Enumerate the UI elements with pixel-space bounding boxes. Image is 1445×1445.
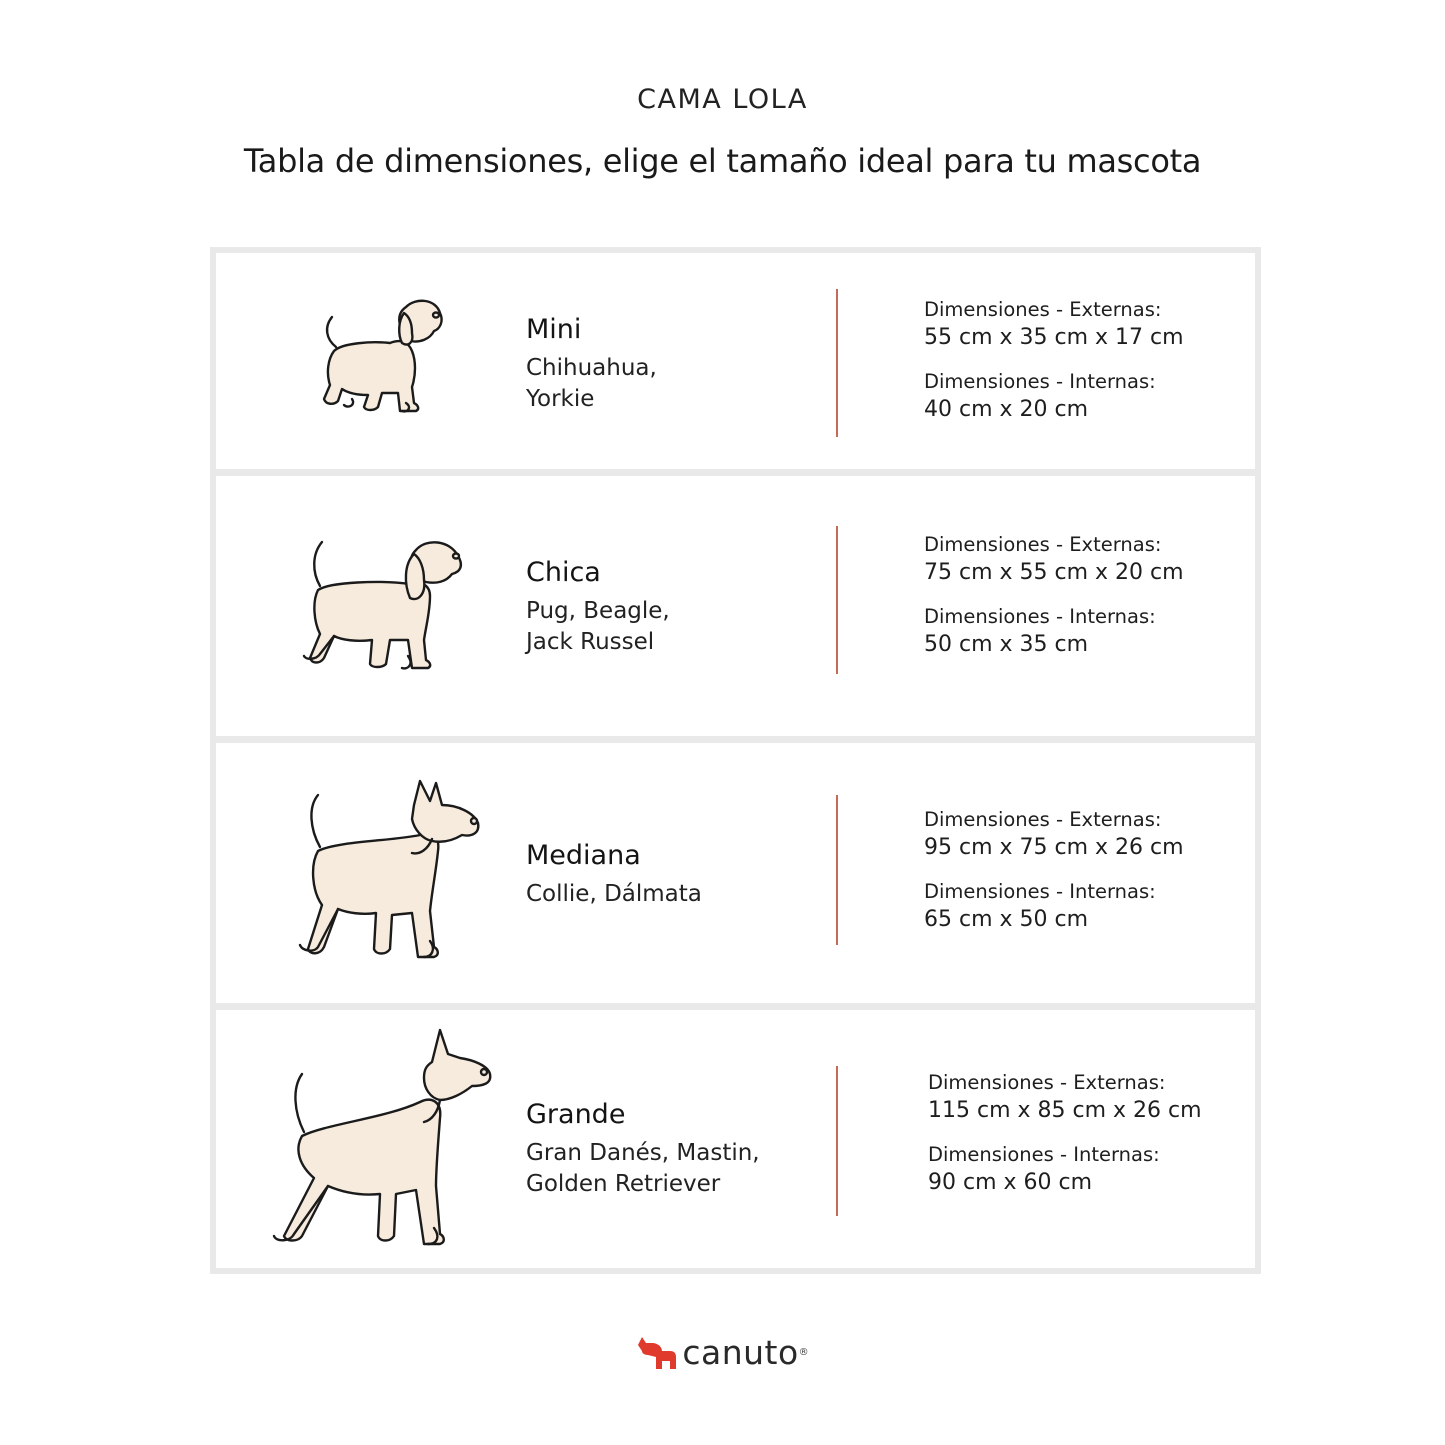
size-label: Grande — [526, 1099, 626, 1130]
external-dims-value: 75 cm x 55 cm x 20 cm — [924, 560, 1184, 585]
external-dims-label: Dimensiones - Externas: — [924, 533, 1162, 556]
dimensions-block — [924, 807, 1184, 951]
breeds-line: Gran Danés, Mastin, — [526, 1140, 760, 1166]
internal-dims-label: Dimensiones - Internas: — [924, 370, 1156, 393]
size-row-grande — [216, 1010, 1255, 1268]
dog-large-icon — [256, 1028, 496, 1258]
dimensions-block — [928, 1070, 1202, 1214]
internal-dims-label: Dimensiones - Internas: — [928, 1143, 1160, 1166]
row-divider — [836, 795, 838, 945]
breeds-line: Chihuahua, — [526, 355, 657, 381]
external-dims-value: 115 cm x 85 cm x 26 cm — [928, 1098, 1202, 1123]
size-row-mini — [216, 253, 1255, 469]
breeds-text — [526, 1138, 786, 1200]
breeds-text — [526, 596, 786, 658]
row-divider — [836, 1066, 838, 1216]
internal-dims-label: Dimensiones - Internas: — [924, 605, 1156, 628]
dog-medium-icon — [282, 779, 482, 969]
breeds-text — [526, 879, 786, 910]
internal-dims-value: 65 cm x 50 cm — [924, 907, 1089, 932]
breeds-line: Golden Retriever — [526, 1171, 721, 1197]
breeds-text — [526, 353, 786, 415]
external-dims-value: 55 cm x 35 cm x 17 cm — [924, 325, 1184, 350]
internal-dims-value: 40 cm x 20 cm — [924, 397, 1089, 422]
breeds-line: Yorkie — [526, 386, 595, 412]
size-table — [210, 247, 1261, 1274]
external-dims-value: 95 cm x 75 cm x 26 cm — [924, 835, 1184, 860]
dimensions-block — [924, 532, 1184, 676]
size-label: Chica — [526, 557, 601, 588]
row-divider — [836, 289, 838, 437]
size-label: Mediana — [526, 840, 641, 871]
internal-dims-label: Dimensiones - Internas: — [924, 880, 1156, 903]
size-row-mediana — [216, 743, 1255, 1003]
registered-mark: ® — [798, 1347, 809, 1358]
puppy-mini-icon — [312, 295, 452, 420]
breeds-line: Jack Russel — [526, 629, 655, 655]
external-dims-label: Dimensiones - Externas: — [928, 1071, 1166, 1094]
internal-dims-value: 90 cm x 60 cm — [928, 1170, 1093, 1195]
size-label: Mini — [526, 314, 582, 345]
breeds-line: Pug, Beagle, — [526, 598, 670, 624]
product-name: CAMA LOLA — [637, 84, 808, 115]
brand-logo — [0, 1333, 1445, 1375]
dimensions-block — [924, 297, 1184, 441]
breeds-line: Collie, Dálmata — [526, 881, 702, 907]
size-row-chica — [216, 476, 1255, 736]
row-divider — [836, 526, 838, 674]
brand-name: canuto — [682, 1333, 799, 1372]
dog-logo-icon — [636, 1335, 678, 1371]
page-subtitle: Tabla de dimensiones, elige el tamaño ideal para tu mascota — [243, 142, 1202, 180]
internal-dims-value: 50 cm x 35 cm — [924, 632, 1089, 657]
dog-small-icon — [290, 536, 470, 676]
external-dims-label: Dimensiones - Externas: — [924, 808, 1162, 831]
external-dims-label: Dimensiones - Externas: — [924, 298, 1162, 321]
